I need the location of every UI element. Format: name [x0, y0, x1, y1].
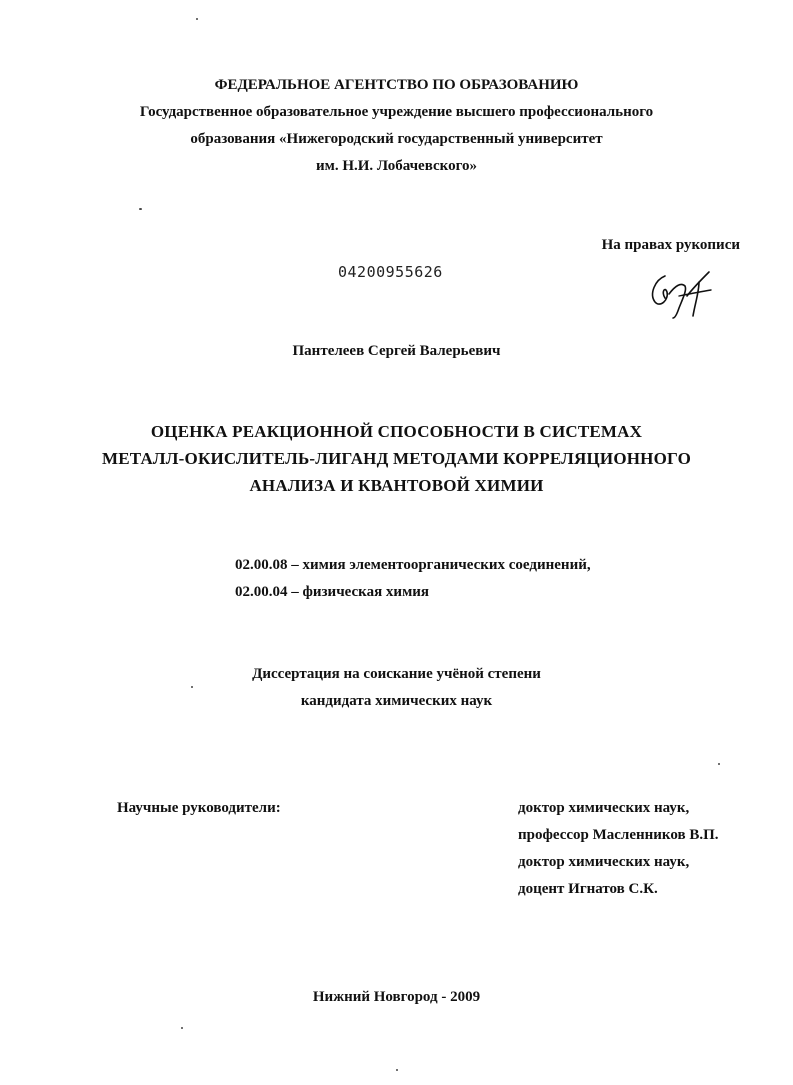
- scan-speck: [181, 1027, 183, 1029]
- signature: [643, 268, 718, 320]
- specialty-2: 02.00.04 – физическая химия: [235, 584, 430, 600]
- scan-speck: [718, 763, 720, 765]
- registration-number: 04200955626: [338, 263, 443, 281]
- institution-line-3: им. Н.И. Лобачевского»: [315, 158, 478, 174]
- agency-heading: ФЕДЕРАЛЬНОЕ АГЕНТСТВО ПО ОБРАЗОВАНИЮ: [214, 77, 579, 93]
- supervisors-label: Научные руководители:: [117, 800, 281, 816]
- title-line-1: ОЦЕНКА РЕАКЦИОННОЙ СПОСОБНОСТИ В СИСТЕМАХ: [150, 422, 643, 441]
- supervisor-line-2: профессор Масленников В.П.: [518, 827, 719, 843]
- scan-speck: [139, 208, 142, 210]
- supervisor-line-3: доктор химических наук,: [518, 854, 690, 870]
- supervisor-line-1: доктор химических наук,: [518, 800, 690, 816]
- title-line-3: АНАЛИЗА И КВАНТОВОЙ ХИМИИ: [249, 476, 544, 495]
- scan-speck: [396, 1069, 398, 1071]
- degree-line-1: Диссертация на соискание учёной степени: [252, 666, 541, 682]
- degree-line-2: кандидата химических наук: [300, 693, 493, 709]
- city-year-footer: Нижний Новгород - 2009: [312, 989, 481, 1005]
- specialty-1: 02.00.08 – химия элементоорганических соединений,: [235, 557, 591, 573]
- author-name: Пантелеев Сергей Валерьевич: [292, 343, 501, 359]
- supervisor-line-4: доцент Игнатов С.К.: [518, 881, 658, 897]
- institution-line-2: образования «Нижегородский государственный университет: [190, 131, 603, 147]
- institution-line-1: Государственное образовательное учреждение высшего профессионального: [139, 104, 654, 120]
- scan-speck: [191, 686, 193, 688]
- scan-speck: [196, 18, 198, 20]
- manuscript-note: На правах рукописи: [601, 237, 740, 253]
- title-line-2: МЕТАЛЛ-ОКИСЛИТЕЛЬ-ЛИГАНД МЕТОДАМИ КОРРЕЛЯЦИОННОГО: [101, 449, 692, 468]
